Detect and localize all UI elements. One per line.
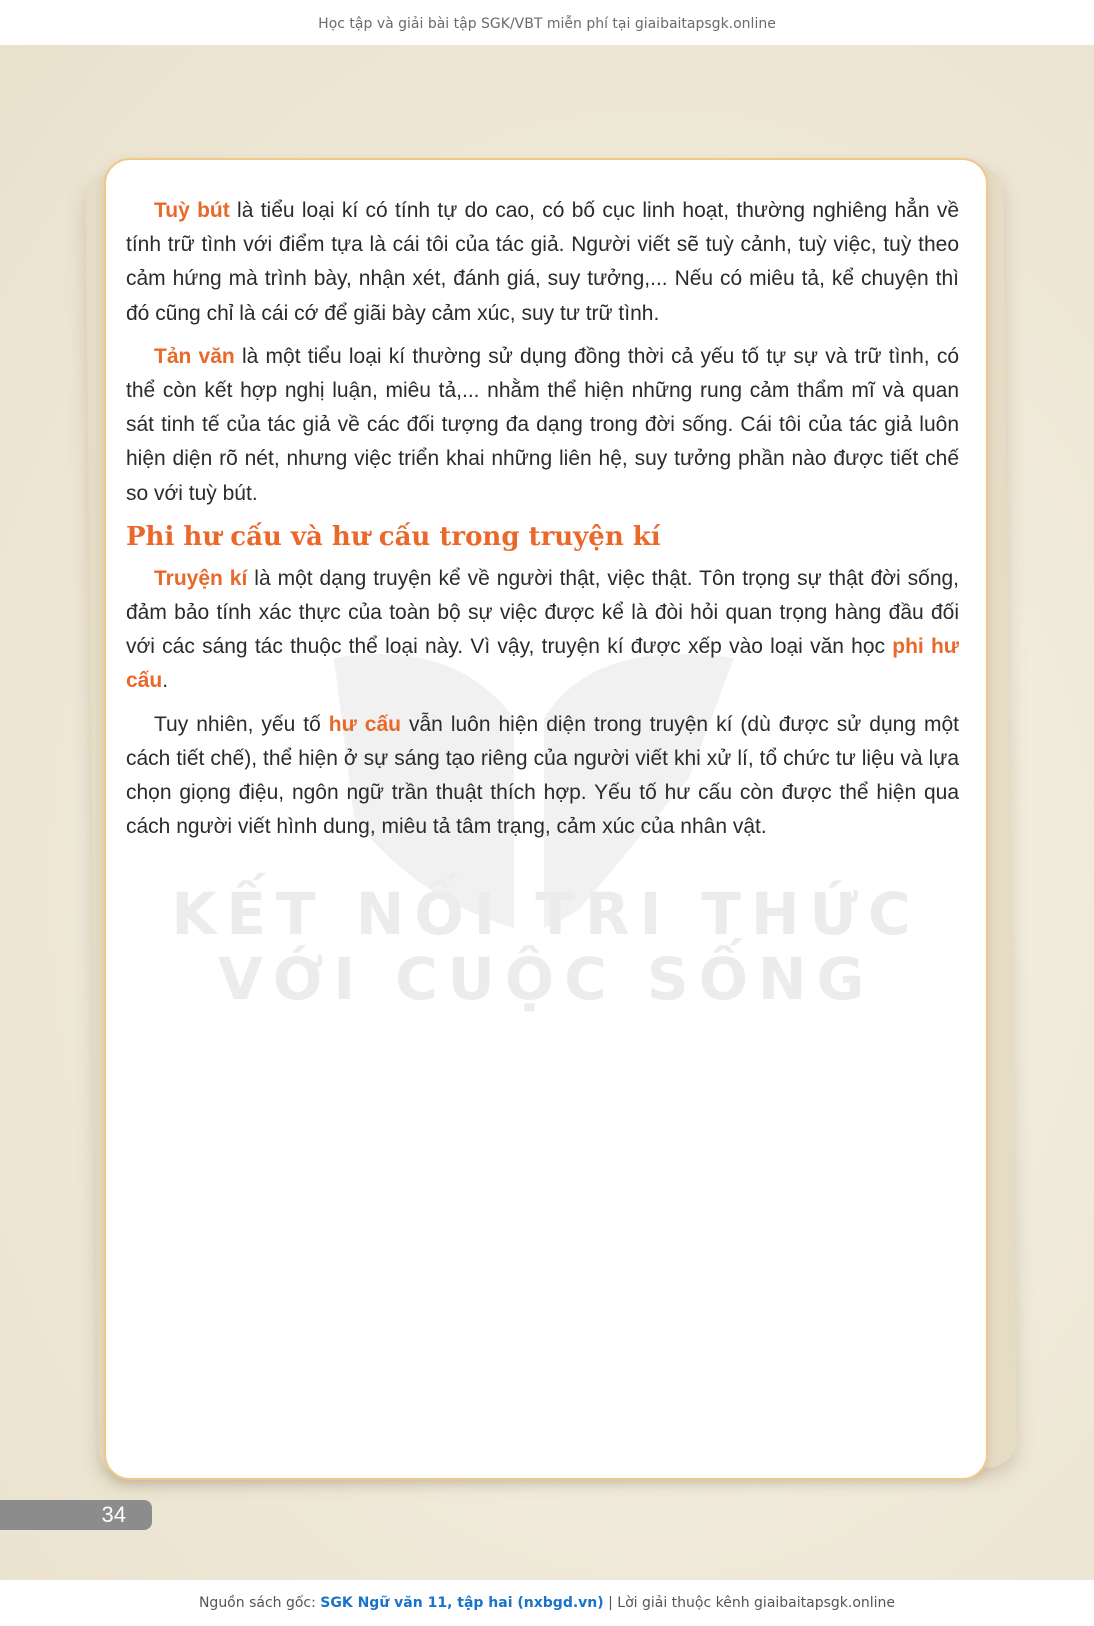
footer-suffix: | Lời giải thuộc kênh giaibaitapsgk.online — [603, 1595, 896, 1611]
term-truyen-ki: Truyện kí — [154, 566, 248, 590]
term-tuy-but: Tuỳ bút — [154, 199, 230, 222]
term-phi-hu-cau: phi hư cấu — [126, 635, 959, 693]
paragraph-hu-cau — [126, 708, 959, 845]
page-number: 34 — [0, 1500, 152, 1530]
paragraph-text: là một dạng truyện kể về người thật, việc thật. Tôn trọng sự thật đời sống, đảm bảo tính xác thực của toàn bộ sự việc được kể là đòi hỏi quan trọng hàng đầu đối với các sáng tác thuộc thể loại này. Vì vậy, truyện kí được xếp vào loại văn học — [126, 566, 960, 659]
paragraph-truyen-ki — [126, 562, 959, 699]
content-card — [104, 158, 988, 1480]
paragraph-text: là một tiểu loại kí thường sử dụng đồng thời cả yếu tố tự sự và trữ tình, có thể còn kết hợp nghị luận, miêu tả,... nhằm thể hiện những rung cảm thẩm mĩ và quan sát tinh tế của tác giả về các đối tượng đa dạng trong đời sống. Cái tôi của tác giả luôn hiện diện rõ nét, nhưng việc triển khai những liên hệ, suy tưởng phần nào được tiết chế so với tuỳ bút. — [126, 344, 959, 505]
section-heading: Phi hư cấu và hư cấu trong truyện kí — [126, 521, 661, 552]
top-banner — [0, 0, 1094, 45]
watermark-line-1: KẾT NỐI TRI THỨC — [171, 880, 921, 948]
article-body — [126, 194, 959, 853]
paragraph-tuy-but — [126, 194, 959, 331]
top-banner-text: Học tập và giải bài tập SGK/VBT miễn phí tại giaibaitapsgk.online — [318, 16, 776, 32]
watermark-line-2: VỚI CUỘC SỐNG — [217, 945, 875, 1013]
paragraph-text-end: . — [162, 669, 169, 693]
paragraph-text: Tuy nhiên, yếu tố — [154, 712, 329, 736]
paragraph-text: là tiểu loại kí có tính tự do cao, có bố cục linh hoạt, thường nghiêng hẳn về tính trữ tình với điểm tựa là cái tôi của tác giả. Người viết sẽ tuỳ cảnh, tuỳ việc, tuỳ theo cảm hứng mà trình bày, nhận xét, đánh giá, suy tưởng,... Nếu có miêu tả, kể chuyện thì đó cũng chỉ là cái cớ để giãi bày cảm xúc, suy tư trữ tình. — [126, 199, 960, 325]
term-hu-cau: hư cấu — [328, 712, 401, 736]
paragraph-tan-van — [126, 340, 959, 511]
paragraph-text-end: vẫn luôn hiện diện trong truyện kí (dù được sử dụng một cách tiết chế), thể hiện ở sự sáng tạo riêng của người viết khi xử lí, tổ chức tư liệu và lựa chọn giọng điệu, ngôn ngữ trần thuật thích hợp. Yếu tố hư cấu còn được thể hiện qua cách người viết hình dung, miêu tả tâm trạng, cảm xúc của nhân vật. — [126, 712, 959, 839]
source-link[interactable]: SGK Ngữ văn 11, tập hai (nxbgd.vn) — [320, 1595, 604, 1611]
footer-prefix: Nguồn sách gốc: — [198, 1595, 321, 1611]
footer-credit — [0, 1580, 1094, 1626]
term-tan-van: Tản văn — [154, 344, 235, 368]
